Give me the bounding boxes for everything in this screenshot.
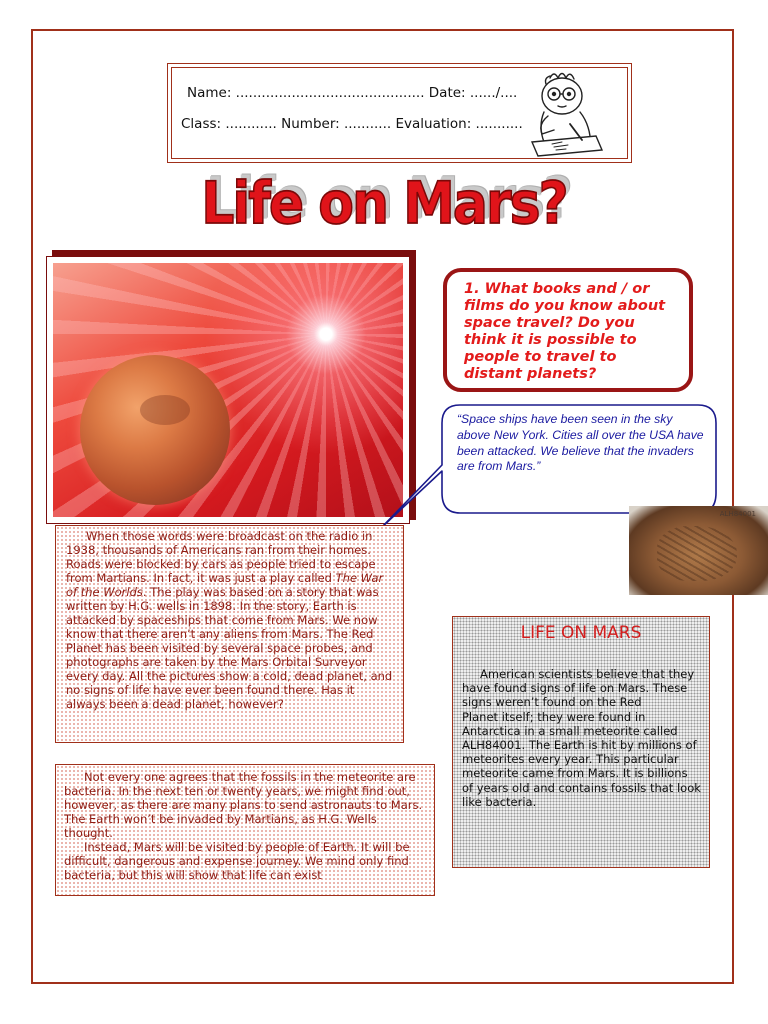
reading-passage-1 [55,525,404,743]
book-title: The War of the Worlds [66,571,384,599]
passage-2-text-3: Instead, Mars will be visited by people of Earth. It will be difficult, dangerous and expense journey. We mind only find bacteria, but this will show that life can exist [64,840,410,882]
thinking-student-illustration [522,64,606,158]
passage-1-text-start: When those words were broadcast on the radio in 1938, thousands of Americans ran from their homes. Roads were blocked by cars as people tried to escape from Martians. In fact, it was just a play called [66,529,376,585]
life-on-mars-heading: LIFE ON MARS [520,623,642,643]
passage-2-paragraph-1 [56,765,434,812]
discussion-question-box [443,268,693,392]
page-title: Life on Mars? [201,170,567,238]
passage-2-text-2: The Earth won’t be invaded by Martians, as H.G. Wells thought. [64,812,377,840]
life-on-mars-paragraph-1 [462,667,702,710]
life-on-mars-paragraph-2: Planet itself; they were found in Antarctica in a small meteorite called ALH84001. The Earth is hit by millions of meteorites every year. This particular meteorite came from Mars. It is billions of years old and contains fossils that look like bacteria. [462,709,701,809]
passage-2-paragraph-2 [56,812,434,840]
name-date-line: Name: ............................................ Date: ....../.... [187,85,518,101]
life-on-mars-text [462,667,702,809]
passage-1-paragraph [56,526,403,711]
reading-passage-2 [55,764,435,896]
discussion-question: 1. What books and / or films do you know about space travel? Do you think it is possible to people to travel to distant planets? [464,281,666,382]
passage-1-text-end: . The play was based on a story that was written by H.G. wells in 1898. In the story, Earth is attacked by spaceships that come from Mars. We now know that there aren’t any aliens from Mars. The Red Planet has been visited by several space probes, and photographs are taken by the Mars Orbital Surveyor every day. All the pictures show a cold, dead planet, and no signs of life have ever been found there. Has it always been a dead planet, however? [66,585,393,711]
life-on-mars-text-1: American scientists believe that they have found signs of life on Mars. These signs weren’t found on the Red [462,667,695,710]
passage-2-paragraph-3 [56,840,434,882]
mars-planet [80,355,230,505]
class-number-evaluation-line: Class: ............ Number: ........... Evaluation: ........... [181,116,523,132]
meteorite-photo [629,506,768,595]
mars-illustration [53,263,403,517]
radio-broadcast-quote: “Space ships have been seen in the sky above New York. Cities all over the USA have been attacked. We believe that the invaders are from Mars.” [457,412,704,474]
meteorite-photo-caption: ALH84001 [719,510,756,518]
life-on-mars-box [452,616,710,868]
passage-2-text-1: Not every one agrees that the fossils in the meteorite are bacteria. In the next ten or twenty years, we might find out, however, as there are many plans to send astronauts to Mars. [64,770,423,812]
